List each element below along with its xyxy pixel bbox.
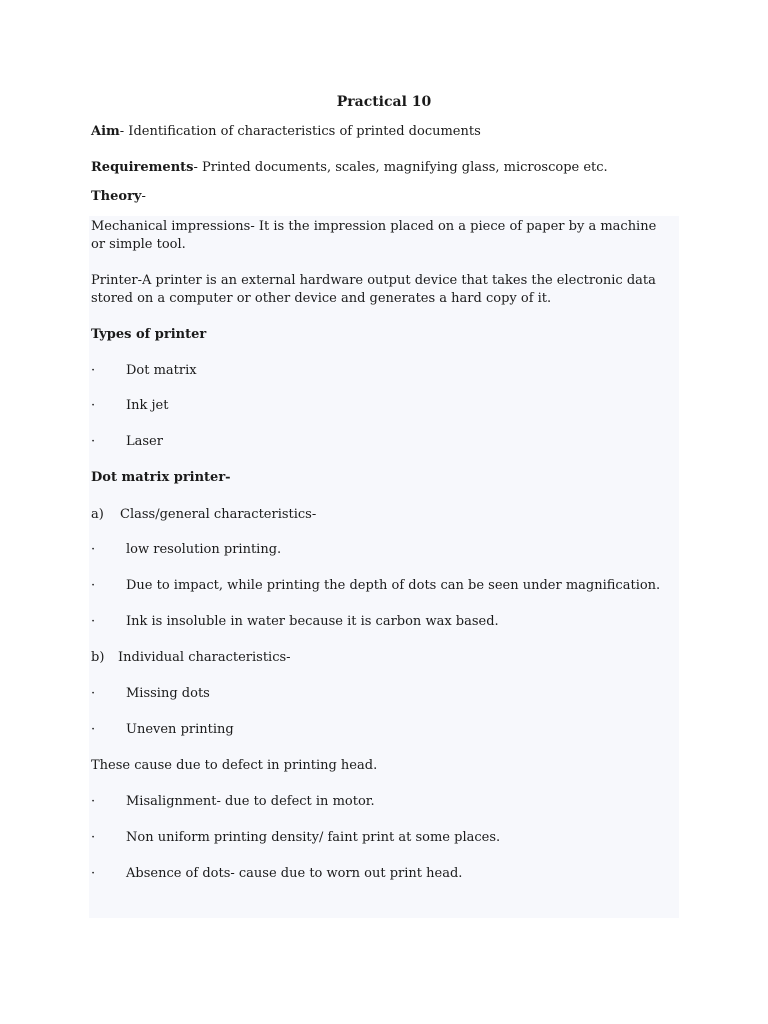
- list-item: [91, 362, 197, 379]
- list-marker-b: b): [91, 650, 105, 665]
- bullet-icon: ·: [91, 830, 96, 845]
- dot-matrix-heading: [91, 469, 231, 486]
- bullet-icon: ·: [91, 686, 96, 701]
- list-item: [91, 613, 499, 630]
- individual-characteristic-text: Missing dots: [126, 686, 210, 701]
- list-item: [91, 541, 281, 558]
- bullet-icon: ·: [91, 614, 96, 629]
- defect-item-text: Non uniform printing density/ faint print at some places.: [126, 830, 501, 845]
- printer-definition-paragraph: Printer-A printer is an external hardware output device that takes the electronic data stored on a computer or other device and generates a hard copy of it.: [91, 273, 656, 306]
- printer-type-laser: Laser: [126, 434, 163, 449]
- bullet-icon: ·: [91, 363, 96, 378]
- requirements-label: Requirements: [91, 160, 194, 175]
- class-characteristic-text: Due to impact, while printing the depth of dots can be seen under magnification.: [126, 578, 661, 593]
- highlighted-section-background: [89, 216, 679, 918]
- list-item: [91, 793, 375, 810]
- bullet-icon: ·: [91, 578, 96, 593]
- bullet-icon: ·: [91, 866, 96, 881]
- list-item: [91, 433, 163, 450]
- theory-label: Theory: [91, 189, 142, 204]
- aim-text: - Identification of characteristics of printed documents: [119, 124, 481, 139]
- theory-heading: [91, 188, 146, 205]
- class-characteristic-text: Ink is insoluble in water because it is carbon wax based.: [126, 614, 499, 629]
- defect-item-text: Misalignment- due to defect in motor.: [126, 794, 375, 809]
- aim-label: Aim: [91, 124, 120, 139]
- individual-characteristics-heading: [91, 649, 291, 666]
- list-marker-a: a): [91, 507, 104, 522]
- defect-note: These cause due to defect in printing head.: [91, 758, 378, 773]
- printer-type-dot-matrix: Dot matrix: [126, 363, 197, 378]
- types-of-printer-heading: [91, 326, 206, 343]
- bullet-icon: ·: [91, 794, 96, 809]
- class-characteristics-label: Class/general characteristics-: [120, 507, 317, 522]
- list-item: [91, 577, 660, 594]
- list-item: [91, 829, 500, 846]
- individual-characteristics-label: Individual characteristics-: [118, 650, 291, 665]
- bullet-icon: ·: [91, 398, 96, 413]
- class-characteristics-heading: [91, 506, 316, 523]
- dot-matrix-label: Dot matrix printer-: [91, 470, 231, 485]
- class-characteristic-text: low resolution printing.: [126, 542, 282, 557]
- defect-item-text: Absence of dots- cause due to worn out print head.: [126, 866, 463, 881]
- aim-line: [91, 123, 481, 140]
- printer-type-ink-jet: Ink jet: [126, 398, 169, 413]
- bullet-icon: ·: [91, 434, 96, 449]
- types-of-printer-label: Types of printer: [91, 327, 207, 342]
- list-item: [91, 397, 168, 414]
- mechanical-impressions-paragraph: Mechanical impressions- It is the impression placed on a piece of paper by a machine or simple tool.: [91, 219, 657, 252]
- bullet-icon: ·: [91, 542, 96, 557]
- page-title: Practical 10: [336, 94, 432, 110]
- list-item: [91, 721, 234, 738]
- individual-characteristic-text: Uneven printing: [126, 722, 234, 737]
- requirements-text: - Printed documents, scales, magnifying glass, microscope etc.: [193, 160, 608, 175]
- list-item: [91, 865, 462, 882]
- list-item: [91, 685, 210, 702]
- theory-suffix: -: [141, 189, 146, 204]
- bullet-icon: ·: [91, 722, 96, 737]
- requirements-line: [91, 159, 608, 176]
